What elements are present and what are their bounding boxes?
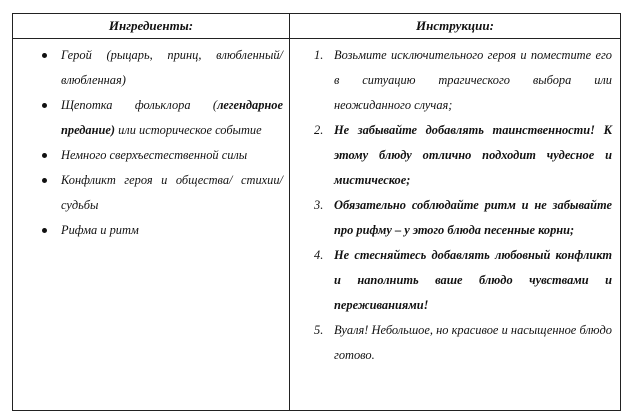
- header-row: [13, 14, 621, 39]
- instruction-step: [290, 193, 612, 243]
- bullet-icon: [42, 153, 47, 158]
- instruction-step: [290, 243, 612, 318]
- step-text: Обязательно соблюдайте ритм и не забывайте про рифму – у этого блюда песенные корни;: [334, 198, 612, 237]
- instruction-step: [290, 318, 612, 368]
- ingredient-text-bold: легендарное предание): [61, 98, 283, 137]
- bullet-icon: [42, 228, 47, 233]
- ingredient-text: Немного сверхъестественной силы: [61, 148, 248, 162]
- step-number: 3.: [314, 198, 324, 212]
- ingredients-header: Ингредиенты:: [13, 14, 290, 39]
- step-number: 5.: [314, 323, 324, 337]
- recipe-table: [12, 13, 621, 411]
- instructions-cell: [290, 39, 621, 411]
- ingredient-text-after: или историческое событие: [115, 123, 262, 137]
- content-row: [13, 39, 621, 411]
- ingredient-item: [13, 168, 283, 218]
- step-text: Вуаля! Небольшое, но красивое и насыщенное блюдо готово.: [334, 323, 612, 362]
- ingredient-text: Герой (рыцарь, принц, влюбленный/влюбленная): [61, 48, 283, 87]
- ingredient-text: Конфликт героя и общества/ стихии/ судьбы: [61, 173, 283, 212]
- ingredients-cell: [13, 39, 290, 411]
- bullet-icon: [42, 103, 47, 108]
- ingredient-item: [13, 93, 283, 143]
- ingredient-item: [13, 143, 283, 168]
- ingredient-item: [13, 218, 283, 243]
- ingredient-item: [13, 43, 283, 93]
- step-text: Не забывайте добавлять таинственности! К этому блюду отлично подходит чудесное и мистическое;: [334, 123, 612, 187]
- step-number: 2.: [314, 123, 324, 137]
- instruction-step: [290, 43, 612, 118]
- instructions-list: [290, 43, 612, 368]
- bullet-icon: [42, 178, 47, 183]
- ingredient-text-before: Щепотка фольклора (: [61, 98, 218, 112]
- instructions-header: Инструкции:: [290, 14, 621, 39]
- step-number: 4.: [314, 248, 324, 262]
- step-number: 1.: [314, 48, 324, 62]
- ingredient-text: Рифма и ритм: [61, 223, 139, 237]
- instruction-step: [290, 118, 612, 193]
- bullet-icon: [42, 53, 47, 58]
- step-text: Возьмите исключительного героя и поместите его в ситуацию трагического выбора или неожиданного случая;: [334, 48, 612, 112]
- step-text: Не стесняйтесь добавлять любовный конфликт и наполнить ваше блюдо чувствами и переживаниями!: [334, 248, 612, 312]
- ingredients-list: [13, 43, 283, 243]
